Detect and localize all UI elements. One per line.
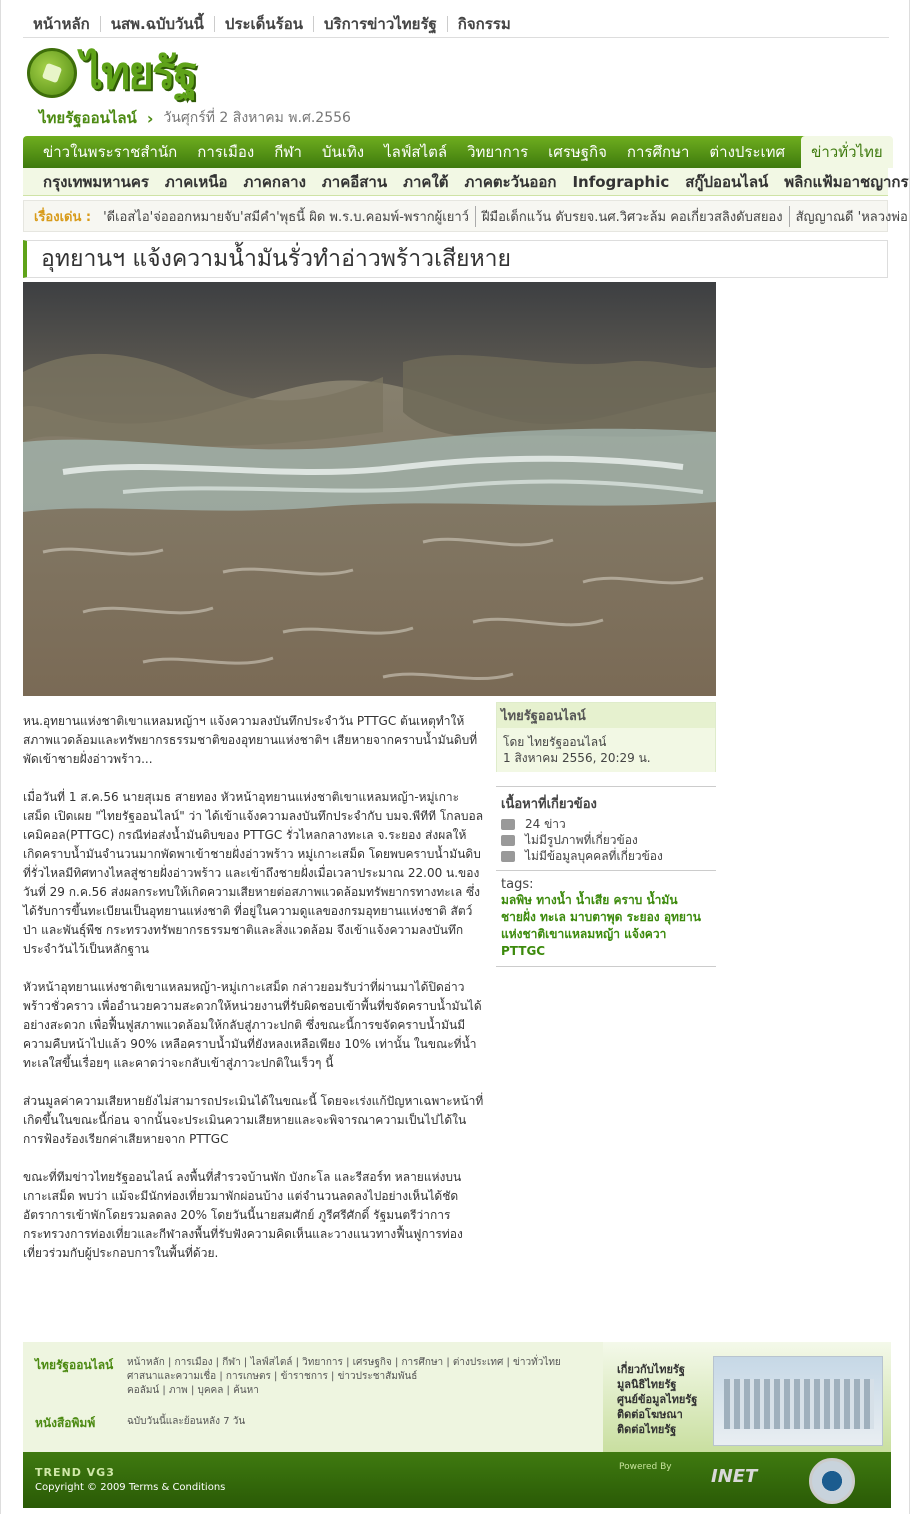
ticker-label: เรื่องเด่น : — [34, 209, 92, 225]
article-paragraph: เมื่อวันที่ 1 ส.ค.56 นายสุเมธ สายทอง หัวหน้าอุทยานแห่งชาติเขาแหลมหญ้า-หมู่เกาะเสม็ด เปิดเผย "ไทยรัฐออนไลน์" ว่า ได้เข้าแจ้งความลงบันทึกประจำกับ บมจ.พีทีที โกลบอล เคมิคอล(PTTGC) กรณีท่อส่งน้ำมันดิบของ PTTGC รั่วไหลกลางทะเล จ.ระยอง ส่งผลให้เกิดคราบน้ำมันจำนวนมากพัดพาเข้าชายฝั่งอ่าวพร้าว หมู่เกาะเสม็ด โดยพบคราบน้ำมันดิบที่รั่วไหลมีทิศทางไหลสู่ชายฝั่งอ่าวพร้าว และเข้าถึงชายฝั่งเมื่อเวลาประมาณ 22.00 น.ของวันที่ 29 ก.ค.56 ส่งผลกระทบให้เกิดความเสียหายต่อสภาพแวดล้อมทรัพยากรทางทะเล ซึ่งได้รับการขึ้นทะเบียนเป็นอุทยานแห่งชาติ ที่อยู่ในความดูแลของกรมอุทยานแห่งชาติ สัตว์ป่า และพันธุ์พืช กระทรวงทรัพยากรธรรมชาติและสิ่งแวดล้อม จึงเข้าแจ้งความลงบันทึกประจำวันไว้เป็นหลักฐาน — [23, 790, 484, 956]
ticker-item[interactable]: สัญญาณดี 'หลวงพ่อ — [795, 209, 908, 225]
footer-about-link[interactable]: เกี่ยวกับไทยรัฐ — [617, 1363, 685, 1376]
related-people — [501, 848, 711, 864]
category-royal-news[interactable]: ข่าวในพระราชสำนัก — [43, 143, 178, 161]
subcategory-bangkok[interactable]: กรุงเทพมหานคร — [43, 172, 149, 191]
footer-links-row[interactable]: ศาสนาและความเชื่อ | การเกษตร | ข้าราชการ | ข่าวประชาสัมพันธ์ — [127, 1371, 418, 1382]
subcategory-south[interactable]: ภาคใต้ — [403, 172, 449, 191]
topnav-activities[interactable]: กิจกรรม — [457, 14, 511, 33]
footer-links-panel — [23, 1342, 603, 1452]
footer-corporate-links — [617, 1362, 697, 1437]
byline: โดย ไทยรัฐออนไลน์ — [503, 735, 607, 749]
news-icon — [501, 819, 515, 830]
subcategory-northeast[interactable]: ภาคอีสาน — [321, 172, 388, 191]
related-people-label: ไม่มีข้อมูลบุคคลที่เกี่ยวข้อง — [525, 849, 663, 863]
topnav-hot-issues[interactable]: ประเด็นร้อน — [215, 16, 314, 32]
category-nationwide-active[interactable]: ข่าวทั่วไทย — [801, 136, 893, 168]
category-foreign[interactable]: ต่างประเทศ — [709, 143, 786, 161]
subcategory-north[interactable]: ภาคเหนือ — [164, 172, 228, 191]
footer-foundation-link[interactable]: มูลนิธิไทยรัฐ — [617, 1378, 677, 1391]
category-sports[interactable]: กีฬา — [274, 143, 302, 161]
subcategory-bar — [23, 168, 909, 196]
article-paragraph: หัวหน้าอุทยานแห่งชาติเขาแหลมหญ้า-หมู่เกาะเสม็ด กล่าวยอมรับว่าที่ผ่านมาได้ปิดอ่าวพร้าวชั่วคราว เพื่ออำนวยความสะดวกให้หน่วยงานที่รับผิดชอบเข้าพื้นที่ขจัดคราบน้ำมันได้อย่างสะดวก เพื่อฟื้นฟูสภาพแวดล้อมให้กลับสู่ภาวะปกติ ซึ่งขณะนี้การขจัดคราบน้ำมันมีความคืบหน้าไปแล้ว 90% เหลือคราบน้ำมันที่ยังหลงเหลือเพียง 10% เท่านั้น ในขณะที่น้ำทะเลใสขึ้นเรื่อยๆ และคาดว่าจะกลับเข้าสู่ภาวะปกติในเร็วๆ นี้ — [23, 980, 482, 1070]
posted-time: 1 สิงหาคม 2556, 20:29 น. — [503, 751, 651, 765]
related-title: เนื้อหาที่เกี่ยวข้อง — [501, 797, 597, 812]
footer-bottom-bar — [23, 1452, 891, 1508]
site-logo[interactable] — [27, 44, 213, 102]
subcategory-infographic[interactable]: Infographic — [572, 172, 670, 191]
article-paragraph: ขณะที่ทีมข่าวไทยรัฐออนไลน์ ลงพื้นที่สำรวจบ้านพัก บังกะโล และรีสอร์ท หลายแห่งบนเกาะเสม็ด พบว่า แม้จะมีนักท่องเที่ยวมาพักผ่อนบ้าง แต่จำนวนลดลงไปอย่างเห็นได้ชัด อัตราการเข้าพักโดยรวมลดลง 20% โดยวันนี้นายสมศักย์ ภูรีศรีศักดิ์ รัฐมนตรีว่าการกระทรวงการท่องเที่ยวและกีฬาลงพื้นที่รับฟังความคิดเห็นและวางแนวทางฟื้นฟูการท่องเที่ยวร่วมกับผู้ประกอบการในพื้นที่ด้วย. — [23, 1170, 463, 1260]
footer-corporate-panel — [603, 1342, 891, 1452]
subcategory-central[interactable]: ภาคกลาง — [243, 172, 306, 191]
agency-seal-icon — [809, 1458, 855, 1504]
source-box — [496, 702, 716, 772]
category-economy[interactable]: เศรษฐกิจ — [548, 143, 607, 161]
footer-advertise-link[interactable]: ติดต่อโฆษณา — [617, 1408, 683, 1421]
article-paragraph: ส่วนมูลค่าความเสียหายยังไม่สามารถประเมินได้ในขณะนี้ โดยจะเร่งแก้ปัญหาเฉพาะหน้าที่เกิดขึ้นในขณะนี้ก่อน จากนั้นจะประเมินความเสียหายและจะพิจารณาความเป็นไปได้ในการฟ้องร้องเรียกค่าเสียหายจาก PTTGC — [23, 1094, 484, 1146]
subcategory-east[interactable]: ภาคตะวันออก — [464, 172, 557, 191]
tags-section — [496, 870, 716, 967]
category-lifestyle[interactable]: ไลฟ์สไตล์ — [384, 143, 448, 161]
logo-wordmark: ไทยรัฐ — [81, 48, 196, 99]
topnav-home[interactable]: หน้าหลัก — [23, 16, 101, 32]
topnav-services[interactable]: บริการข่าวไทยรัฐ — [314, 16, 448, 32]
related-news[interactable] — [501, 816, 711, 832]
copyright[interactable]: Copyright © 2009 Terms & Conditions — [35, 1482, 226, 1493]
category-science[interactable]: วิทยาการ — [467, 143, 529, 161]
logo-emblem-icon — [27, 48, 77, 98]
brand-home-link[interactable]: ไทยรัฐออนไลน์ — [39, 109, 137, 127]
camera-icon — [501, 835, 515, 846]
related-content — [496, 786, 716, 864]
article-sidebar — [496, 702, 716, 967]
footer-links-row[interactable]: หน้าหลัก | การเมือง | กีฬา | ไลฟ์สไตล์ | วิทยาการ | เศรษฐกิจ | การศึกษา | ต่างประเทศ | ข่าวทั่วไทย — [127, 1357, 561, 1368]
brand-line — [39, 106, 351, 130]
article-headline: อุทยานฯ แจ้งความน้ำมันรั่วทำอ่าวพร้าวเสียหาย — [41, 246, 512, 272]
trend-vg3-logo: TREND VG3 — [35, 1466, 115, 1479]
article-hero-image — [23, 282, 716, 696]
category-bar — [23, 136, 888, 168]
current-date: วันศุกร์ที่ 2 สิงหาคม พ.ศ.2556 — [163, 110, 351, 126]
powered-by-label: Powered By — [619, 1462, 672, 1472]
related-news-label: 24 ข่าว — [525, 817, 566, 831]
site-footer — [23, 1342, 891, 1508]
person-icon — [501, 851, 515, 862]
inet-logo: INET — [711, 1466, 758, 1487]
related-photos — [501, 832, 711, 848]
headline-ticker — [23, 200, 908, 232]
topnav-todays-paper[interactable]: นสพ.ฉบับวันนี้ — [101, 16, 215, 32]
ticker-item[interactable]: ฝีมือเด็กแว้น ดับรยจ.นศ.วิศวะล้ม คอเกี่ยวสลิงดับสยอง — [476, 206, 790, 227]
article-body — [23, 712, 485, 1282]
footer-print-label: หนังสือพิมพ์ — [35, 1416, 96, 1430]
category-education[interactable]: การศึกษา — [626, 143, 690, 161]
source-title: ไทยรัฐออนไลน์ — [497, 703, 715, 728]
tags-title: tags: — [501, 877, 534, 892]
building-image — [713, 1356, 883, 1446]
footer-info-center-link[interactable]: ศูนย์ข้อมูลไทยรัฐ — [617, 1393, 698, 1406]
category-politics[interactable]: การเมือง — [197, 143, 255, 161]
category-entertainment[interactable]: บันเทิง — [321, 143, 365, 161]
footer-online-label: ไทยรัฐออนไลน์ — [35, 1358, 114, 1372]
footer-links-row[interactable]: คอลัมน์ | ภาพ | บุคคล | ค้นหา — [127, 1385, 259, 1396]
footer-contact-link[interactable]: ติดต่อไทยรัฐ — [617, 1423, 677, 1436]
ticker-item[interactable]: 'ดีเอสไอ'จ่อออกหมายจับ'สมีคำ'พุธนี้ ผิด พ.ร.บ.คอมพ์-พรากผู้เยาว์ — [97, 206, 476, 227]
subcategory-crime-files[interactable]: พลิกแฟ้มอาชญากร — [784, 172, 909, 191]
tags-list[interactable]: มลพิษ ทางน้ำ น้ำเสีย คราบ น้ำมัน ชายฝั่ง ทะเล มาบตาพุด ระยอง อุทยานแห่งชาติเขาแหลมหญ้า แจ้งควา PTTGC — [501, 893, 701, 958]
footer-online-links[interactable] — [127, 1356, 567, 1398]
related-photos-label: ไม่มีรูปภาพที่เกี่ยวข้อง — [525, 833, 638, 847]
hero-photo-illustration — [23, 282, 716, 696]
chevron-right-icon: › — [146, 108, 154, 128]
article-paragraph: หน.อุทยานแห่งชาติเขาแหลมหญ้าฯ แจ้งความลงบันทึกประจำวัน PTTGC ต้นเหตุทำให้สภาพแวดล้อมและทรัพยากรธรรมชาติของอุทยานแห่งชาติฯ เสียหายจากคราบน้ำมันดิบที่พัดเข้าชายฝั่งอ่าวพร้าว... — [23, 714, 478, 766]
top-navigation — [23, 10, 889, 38]
subcategory-online-scoop[interactable]: สกู๊ปออนไลน์ — [685, 172, 769, 191]
article-headline-box — [23, 240, 888, 278]
footer-print-link[interactable]: ฉบับวันนี้และย้อนหลัง 7 วัน — [127, 1416, 246, 1427]
